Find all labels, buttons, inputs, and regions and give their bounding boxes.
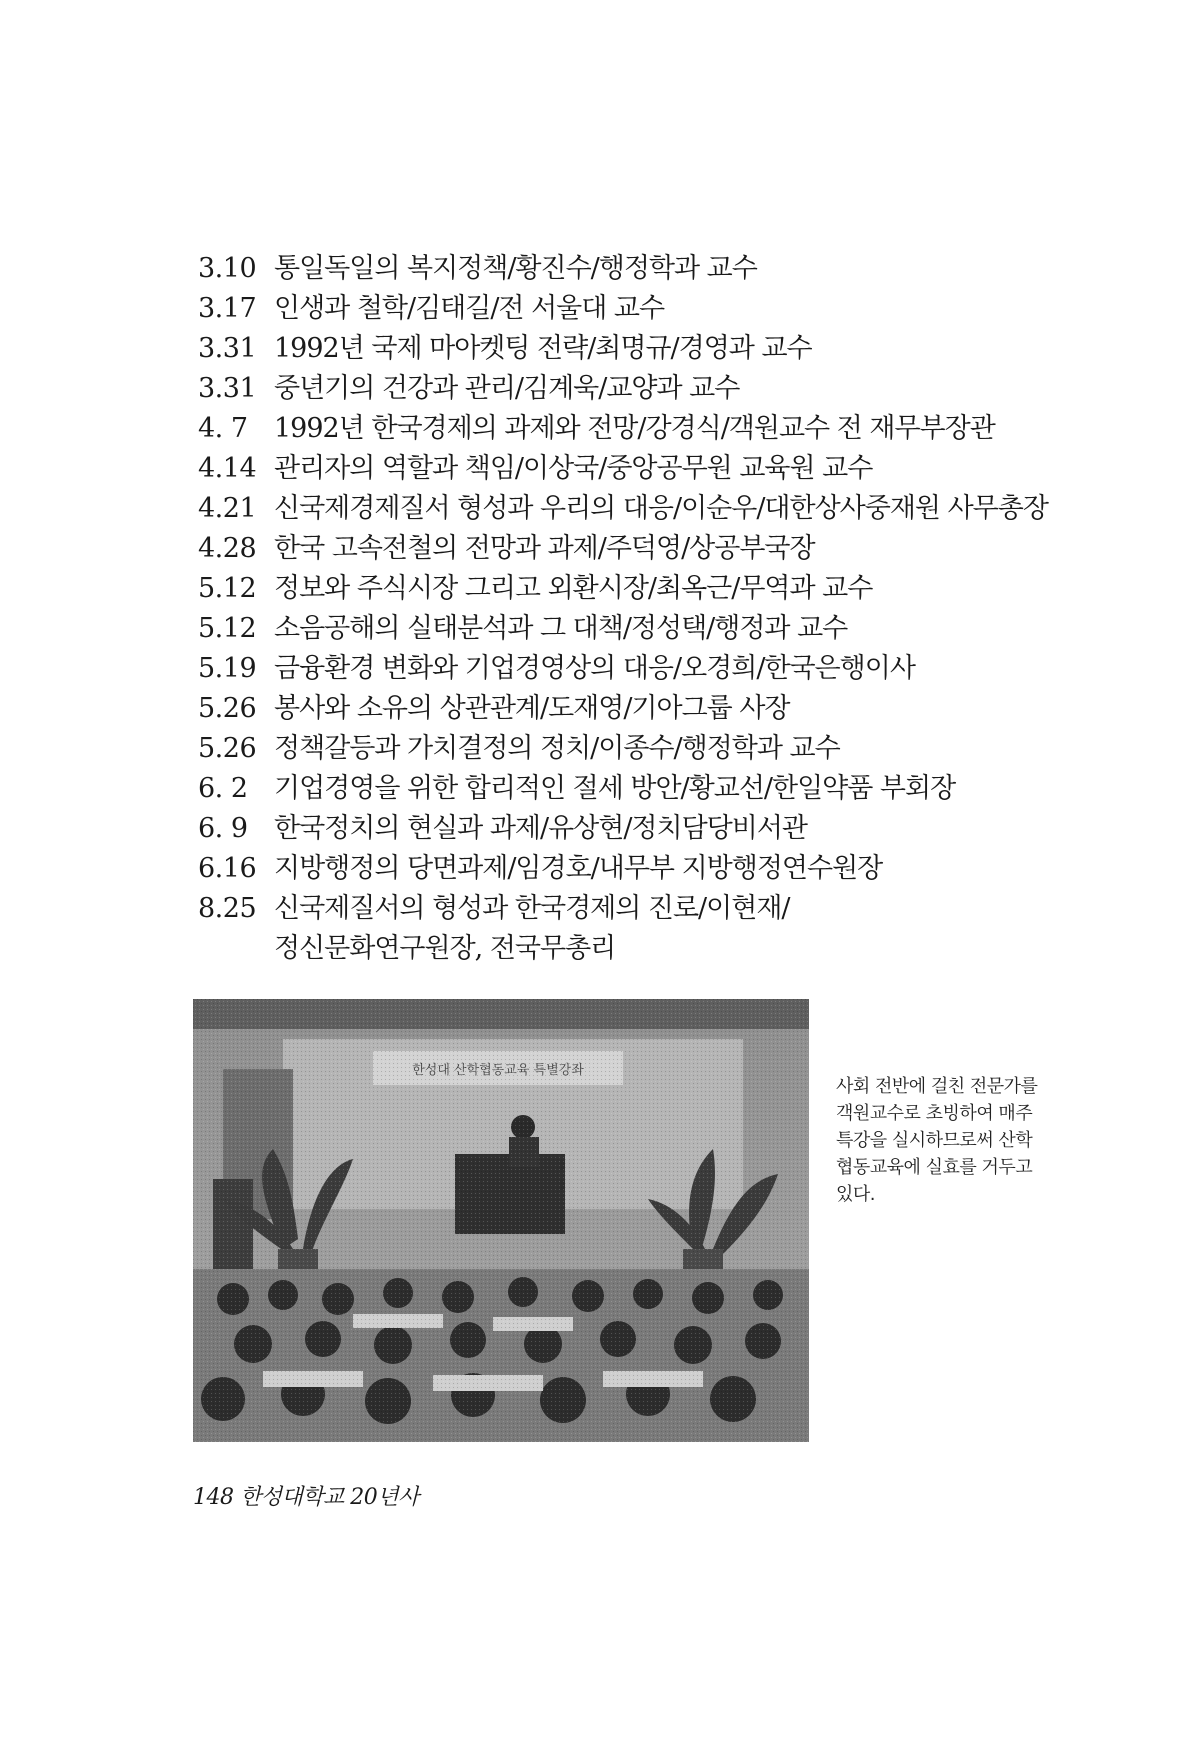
lecture-date: 3.17: [198, 293, 257, 324]
lecture-date: 3.31: [198, 373, 257, 404]
caption-line: 사회 전반에 걸친 전문가를: [836, 1076, 1038, 1097]
lecture-text: 지방행정의 당면과제/임경호/내무부 지방행정연수원장: [274, 853, 883, 884]
lecture-date: 8.25: [198, 893, 257, 924]
lecture-text: 1992년 국제 마아켓팅 전략/최명규/경영과 교수: [274, 333, 812, 364]
lecture-hall-photo: [193, 999, 809, 1442]
lecture-item: [198, 689, 1158, 729]
lecture-text: 인생과 철학/김태길/전 서울대 교수: [274, 293, 665, 324]
lecture-item: [198, 849, 1158, 889]
lecture-date: 3.10: [198, 253, 257, 284]
lecture-date: 6. 2: [198, 773, 248, 804]
lecture-text: 통일독일의 복지정책/황진수/행정학과 교수: [274, 253, 757, 284]
lecture-date: 4. 7: [198, 413, 248, 444]
lecture-item: [198, 809, 1158, 849]
caption-line: 특강을 실시하므로써 산학: [836, 1130, 1033, 1151]
lecture-text: 1992년 한국경제의 과제와 전망/강경식/객원교수 전 재무부장관: [274, 413, 995, 444]
lecture-text: 정보와 주식시장 그리고 외환시장/최옥근/무역과 교수: [274, 573, 873, 604]
lecture-item: [198, 409, 1158, 449]
lecture-item: [198, 609, 1158, 649]
lecture-item: [198, 249, 1158, 289]
caption-line: 협동교육에 실효를 거두고: [836, 1157, 1033, 1178]
lecture-list: [198, 249, 1158, 969]
lecture-date: 4.14: [198, 453, 257, 484]
lecture-date: 4.21: [198, 493, 257, 524]
lecture-date: 5.12: [198, 613, 257, 644]
lecture-item: [198, 449, 1158, 489]
lecture-text: 금융환경 변화와 기업경영상의 대응/오경희/한국은행이사: [274, 653, 915, 684]
lecture-text: 봉사와 소유의 상관관계/도재영/기아그룹 사장: [274, 693, 790, 724]
lecture-item: [198, 729, 1158, 769]
lecture-item: [198, 489, 1158, 529]
lecture-item: [198, 289, 1158, 329]
caption-line: 있다.: [836, 1184, 875, 1205]
lecture-item: [198, 769, 1158, 809]
page-number: 148: [193, 1485, 234, 1510]
lecture-item: [198, 569, 1158, 609]
lecture-hall-illustration: [193, 999, 809, 1442]
lecture-text: 관리자의 역할과 책임/이상국/중앙공무원 교육원 교수: [274, 453, 873, 484]
lecture-text: 한국정치의 현실과 과제/유상현/정치담당비서관: [274, 813, 807, 844]
lecture-text: 중년기의 건강과 관리/김계욱/교양과 교수: [274, 373, 740, 404]
lecture-date: 6. 9: [198, 813, 248, 844]
lecture-date: 5.19: [198, 653, 257, 684]
lecture-item: [198, 649, 1158, 689]
lecture-text: 정책갈등과 가치결정의 정치/이종수/행정학과 교수: [274, 733, 840, 764]
lecture-text: 신국제경제질서 형성과 우리의 대응/이순우/대한상사중재원 사무총장: [274, 493, 1048, 524]
lecture-continuation: 정신문화연구원장, 전국무총리: [274, 933, 616, 964]
book-title: 한성대학교 20년사: [240, 1485, 419, 1510]
lecture-item: [198, 329, 1158, 369]
lecture-item: [198, 529, 1158, 569]
page-footer: [193, 1480, 419, 1511]
lecture-text: 신국제질서의 형성과 한국경제의 진로/이현재/: [274, 893, 790, 924]
lecture-text: 소음공해의 실태분석과 그 대책/정성택/행정과 교수: [274, 613, 848, 644]
lecture-date: 5.26: [198, 693, 257, 724]
lecture-date: 3.31: [198, 333, 257, 364]
caption-line: 객원교수로 초빙하여 매주: [836, 1103, 1033, 1124]
lecture-date: 5.12: [198, 573, 257, 604]
photo-caption: [836, 1073, 1076, 1208]
lecture-date: 5.26: [198, 733, 257, 764]
lecture-item: [198, 369, 1158, 409]
lecture-date: 4.28: [198, 533, 257, 564]
lecture-text: 한국 고속전철의 전망과 과제/주덕영/상공부국장: [274, 533, 815, 564]
lecture-text: 기업경영을 위한 합리적인 절세 방안/황교선/한일약품 부회장: [274, 773, 956, 804]
lecture-item: [198, 889, 1158, 929]
lecture-date: 6.16: [198, 853, 257, 884]
